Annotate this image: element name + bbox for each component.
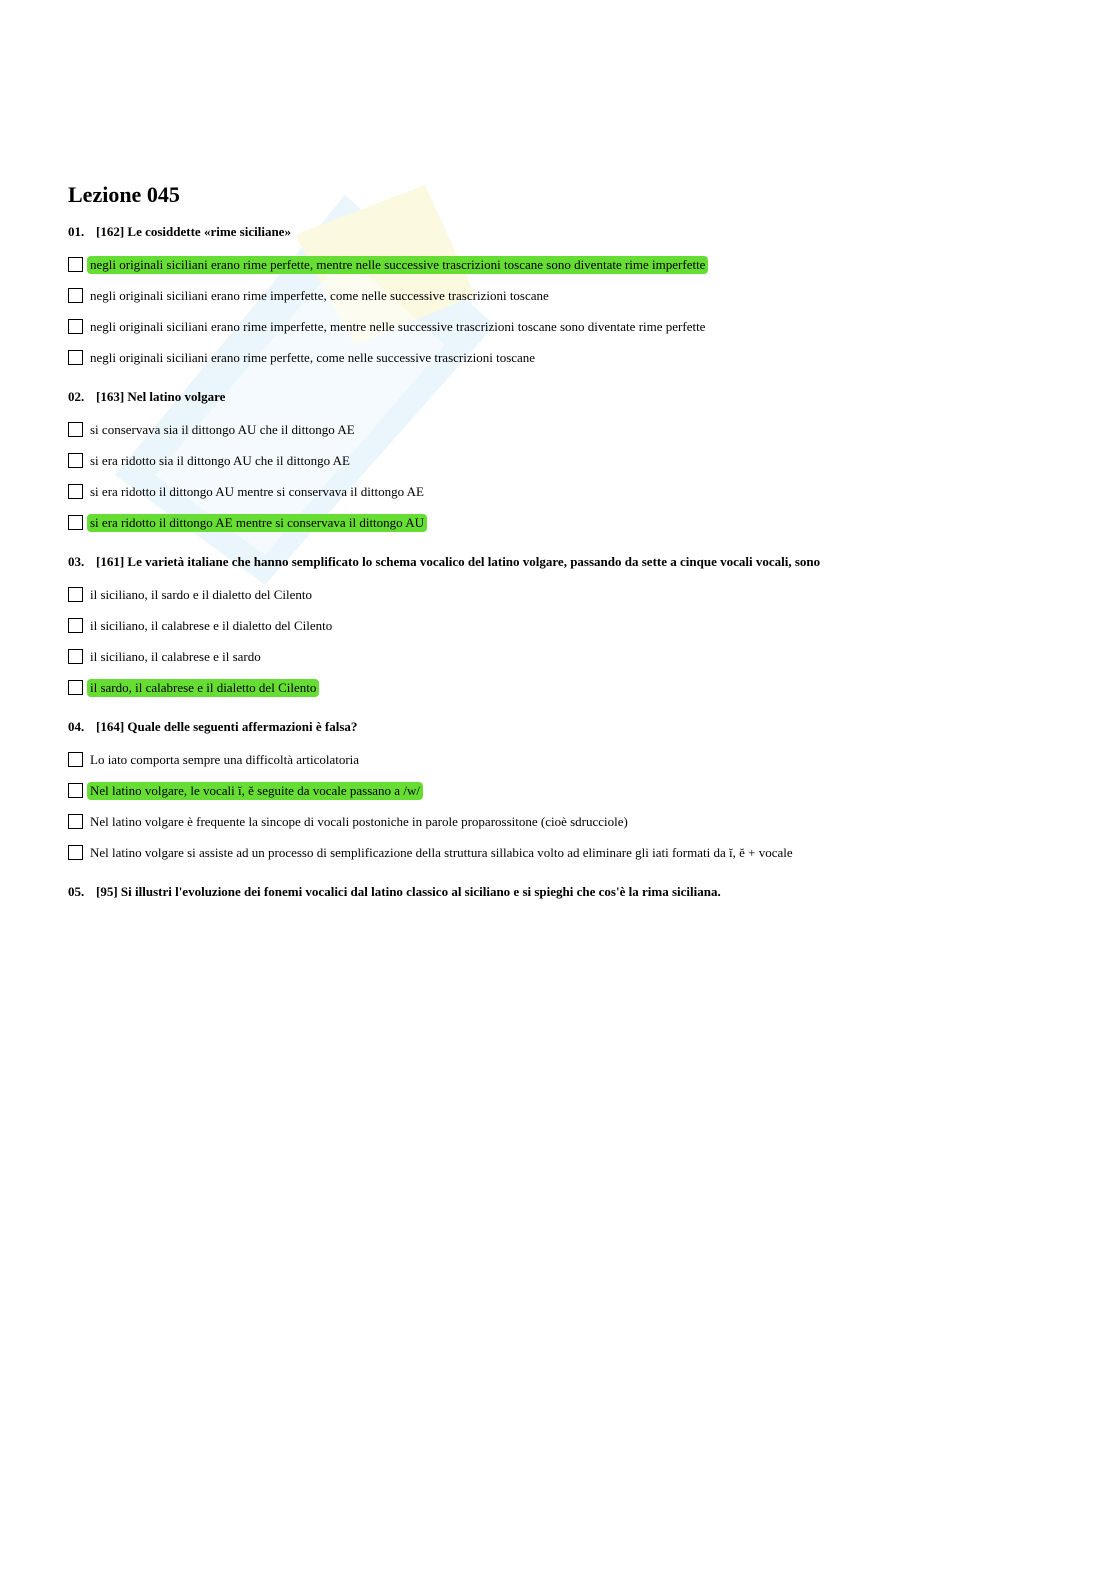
answer-text: si era ridotto il dittongo AU mentre si conservava il dittongo AE (90, 483, 424, 499)
question-heading (68, 717, 1028, 737)
question-heading (68, 552, 1028, 572)
answer-text: negli originali siciliani erano rime perfette, come nelle successive trascrizioni toscane (90, 349, 536, 365)
answer-text: negli originali siciliani erano rime imperfette, come nelle successive trascrizioni toscane (90, 287, 549, 303)
question-text: [95] Si illustri l'evoluzione dei fonemi vocalici dal latino classico al siciliano e si spieghi che cos'è la rima siciliana. (96, 884, 721, 899)
answer-text: si conservava sia il dittongo AU che il dittongo AE (90, 421, 355, 437)
checkbox[interactable] (68, 587, 83, 602)
checkbox[interactable] (68, 649, 83, 664)
question-number: 05. (68, 884, 85, 899)
lesson-content (68, 180, 1028, 909)
checkbox[interactable] (68, 484, 83, 499)
answer-option[interactable] (68, 445, 1028, 476)
checkbox[interactable] (68, 680, 83, 695)
question-text: [163] Nel latino volgare (96, 389, 226, 404)
question-text: [162] Le cosiddette «rime siciliane» (96, 224, 291, 239)
answer-option[interactable] (68, 414, 1028, 445)
checkbox[interactable] (68, 288, 83, 303)
answer-option[interactable] (68, 672, 1028, 703)
answer-text: Nel latino volgare si assiste ad un processo di semplificazione della struttura sillabica volto ad eliminare gli iati formati da ĭ, ĕ + vocale (90, 844, 793, 860)
answer-option[interactable] (68, 744, 1028, 775)
question-number: 03. (68, 554, 85, 569)
answer-option[interactable] (68, 249, 1028, 280)
checkbox[interactable] (68, 453, 83, 468)
answer-text: negli originali siciliani erano rime imperfette, mentre nelle successive trascrizioni toscane sono diventate rime perfette (90, 318, 706, 334)
question-heading (68, 387, 1028, 407)
answer-text-highlighted: Nel latino volgare, le vocali ĭ, ĕ seguite da vocale passano a /w/ (87, 782, 423, 800)
answer-text-highlighted: il sardo, il calabrese e il dialetto del Cilento (87, 679, 319, 697)
answer-option[interactable] (68, 476, 1028, 507)
answer-text: il siciliano, il calabrese e il sardo (90, 648, 261, 664)
question-1 (68, 222, 1028, 373)
answer-text: Lo iato comporta sempre una difficoltà articolatoria (90, 751, 360, 767)
answer-option[interactable] (68, 837, 1028, 868)
question-number: 04. (68, 719, 85, 734)
answer-text: Nel latino volgare è frequente la sincope di vocali postoniche in parole proparossitone (cioè sdrucciole) (90, 813, 628, 829)
checkbox[interactable] (68, 814, 83, 829)
answer-text: il siciliano, il calabrese e il dialetto del Cilento (90, 617, 333, 633)
answer-option[interactable] (68, 641, 1028, 672)
answer-option[interactable] (68, 507, 1028, 538)
answer-text: si era ridotto sia il dittongo AU che il dittongo AE (90, 452, 350, 468)
question-2 (68, 387, 1028, 538)
checkbox[interactable] (68, 515, 83, 530)
answer-option[interactable] (68, 342, 1028, 373)
checkbox[interactable] (68, 618, 83, 633)
checkbox[interactable] (68, 350, 83, 365)
checkbox[interactable] (68, 752, 83, 767)
answer-option[interactable] (68, 280, 1028, 311)
answer-option[interactable] (68, 775, 1028, 806)
checkbox[interactable] (68, 422, 83, 437)
question-4 (68, 717, 1028, 868)
answer-option[interactable] (68, 806, 1028, 837)
question-number: 02. (68, 389, 85, 404)
answer-text: il siciliano, il sardo e il dialetto del Cilento (90, 586, 313, 602)
answer-text-highlighted: negli originali siciliani erano rime perfette, mentre nelle successive trascrizioni toscane sono diventate rime imperfette (87, 256, 708, 274)
checkbox[interactable] (68, 845, 83, 860)
answer-option[interactable] (68, 610, 1028, 641)
question-heading (68, 882, 1028, 902)
question-text: [161] Le varietà italiane che hanno semplificato lo schema vocalico del latino volgare, passando da sette a cinque vocali vocali, sono (96, 554, 821, 569)
question-3 (68, 552, 1028, 703)
question-text: [164] Quale delle seguenti affermazioni è falsa? (96, 719, 358, 734)
question-number: 01. (68, 224, 85, 239)
lesson-title: Lezione 045 (68, 182, 180, 207)
answer-option[interactable] (68, 311, 1028, 342)
question-5 (68, 882, 1028, 902)
checkbox[interactable] (68, 783, 83, 798)
checkbox[interactable] (68, 257, 83, 272)
answer-text-highlighted: si era ridotto il dittongo AE mentre si conservava il dittongo AU (87, 514, 427, 532)
checkbox[interactable] (68, 319, 83, 334)
answer-option[interactable] (68, 579, 1028, 610)
question-heading (68, 222, 1028, 242)
